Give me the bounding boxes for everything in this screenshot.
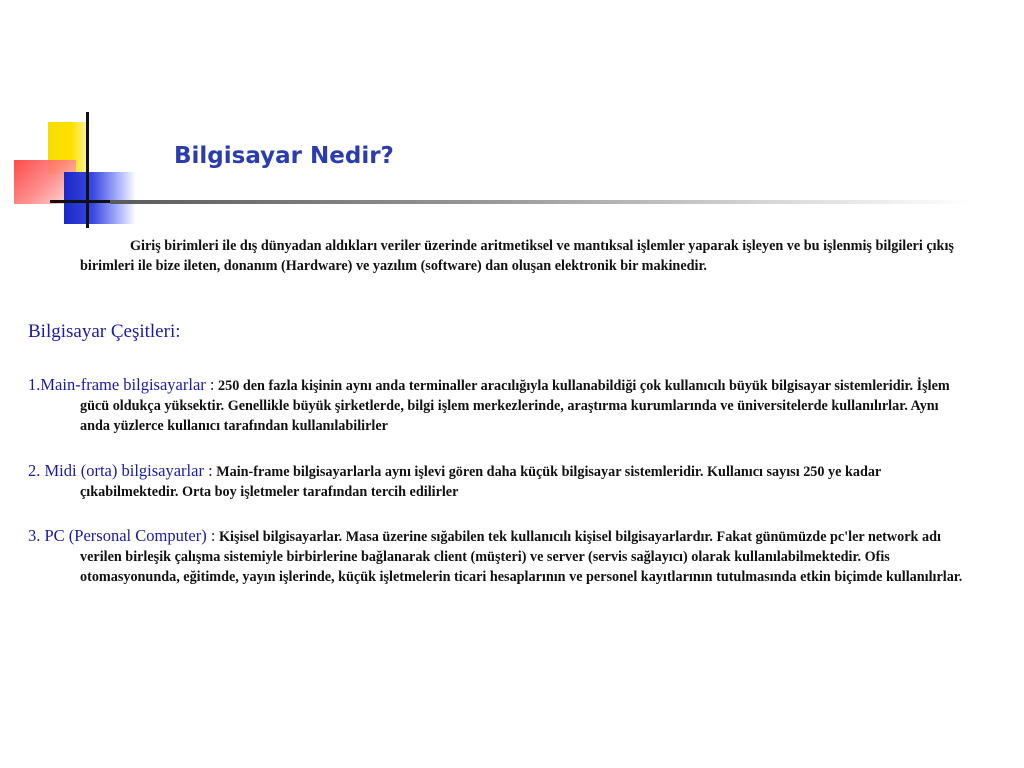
slide-title: Bilgisayar Nedir? bbox=[174, 143, 394, 169]
list-item-text: Kişisel bilgisayarlar. Masa üzerine sığabilen tek kullanıcılı kişisel bilgisayarlardır. Fakat günümüzde pc'ler network adı verilen birleşik çalışma sistemiyle birbirlerine bağlanarak client (müşteri) ve server (servis sağlayıcı) olarak kullanılabilmektedir. Ofis otomasyonunda, eğitimde, yayın işlerinde, küçük işletmelerin ticari hesaplarının ve personel kayıtlarının tutulmasında etkin biçimde kullanılırlar. bbox=[80, 529, 963, 585]
section-heading: Bilgisayar Çeşitleri: bbox=[28, 321, 181, 342]
list-item-text: Main-frame bilgisayarlarla aynı işlevi gören daha küçük bilgisayar sistemleridir. Kullanıcı sayısı 250 ye kadar çıkabilmektedir. Orta boy işletmeler tarafından tercih edilirler bbox=[80, 464, 881, 500]
blue-square-shape bbox=[64, 172, 136, 224]
decorative-squares-logo bbox=[0, 0, 140, 240]
list-item-heading: 2. Midi (orta) bilgisayarlar : bbox=[28, 461, 213, 480]
list-item bbox=[28, 461, 970, 502]
list-item-heading: 3. PC (Personal Computer) : bbox=[28, 526, 216, 545]
intro-paragraph: Giriş birimleri ile dış dünyadan aldıkları veriler üzerinde aritmetiksel ve mantıksal işlemler yaparak işleyen ve bu işlenmiş bilgileri çıkış birimleri ile bize ileten, donanım (Hardware) ve yazılım (software) dan oluşan elektronik bir makinedir. bbox=[80, 238, 954, 274]
logo-vertical-line bbox=[86, 112, 89, 228]
list-item bbox=[28, 526, 970, 587]
logo-horizontal-line bbox=[50, 200, 110, 203]
list-item bbox=[28, 375, 970, 436]
list-item-text: 250 den fazla kişinin aynı anda terminaller aracılığıyla kullanabildiği çok kullanıcılı büyük bilgisayar sistemleridir. İşlem gücü oldukça yüksektir. Genellikle büyük şirketlerde, bilgi işlem merkezlerinde, araştırma kurumlarında ve üniversitelerde kullanılırlar. Aynı anda yüzlerce kullanıcı tarafından kullanılabilirler bbox=[80, 378, 950, 434]
title-divider bbox=[110, 200, 970, 204]
list-item-heading: 1.Main-frame bilgisayarlar : bbox=[28, 375, 215, 394]
